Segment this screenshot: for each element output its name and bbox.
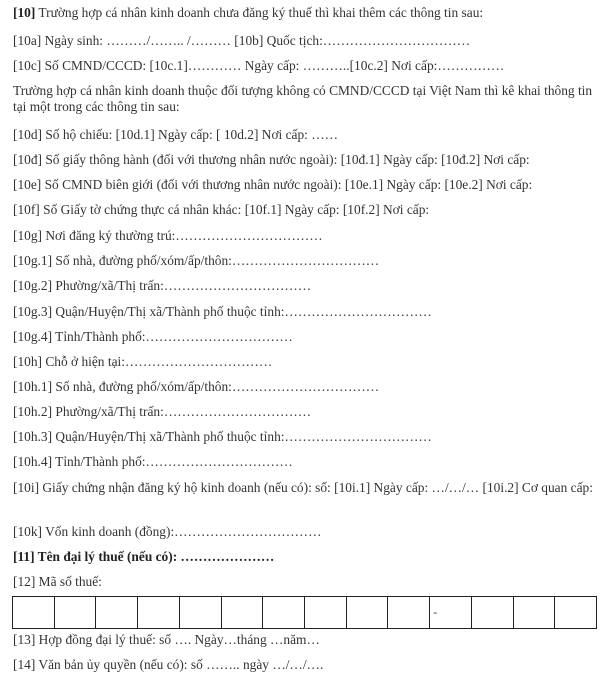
tax-code-boxes: [12, 596, 597, 629]
line-10h1: [10h.1] Số nhà, đường phố/xóm/ấp/thôn:……………………………: [13, 379, 380, 394]
tax-code-cell[interactable]: [222, 597, 264, 628]
line-10g1: [10g.1] Số nhà, đường phố/xóm/ấp/thôn:……………………………: [13, 253, 380, 268]
tax-code-cell[interactable]: [472, 597, 514, 628]
line-10i: [10i] Giấy chứng nhận đăng ký hộ kinh doanh (nếu có): số: [10i.1] Ngày cấp: …/…/… [10i.2] Cơ quan cấp:: [13, 480, 593, 495]
line-13-agent-contract: [13] Hợp đồng đại lý thuế: số …. Ngày…tháng …năm…: [13, 632, 320, 647]
line-10: [10] Trường hợp cá nhân kinh doanh chưa đăng ký thuế thì khai thêm các thông tin sau:: [13, 5, 484, 20]
line-10e: [10e] Số CMND biên giới (đối với thương nhân nước ngoài): [10e.1] Ngày cấp: [10e.2] Nơi cấp:: [13, 177, 533, 192]
line-10a: [10a] Ngày sinh: ………/…….. /……… [10b] Quốc tịch:……………………………: [13, 33, 471, 48]
line-10f: [10f] Số Giấy tờ chứng thực cá nhân khác: [10f.1] Ngày cấp: [10f.2] Nơi cấp:: [13, 202, 430, 217]
line-10h4: [10h.4] Tỉnh/Thành phố:……………………………: [13, 454, 293, 469]
tax-code-cell[interactable]: [96, 597, 138, 628]
tax-code-cell[interactable]: [13, 597, 55, 628]
line-10c: [10c] Số CMND/CCCD: [10c.1]………… Ngày cấp: ………..[10c.2] Nơi cấp:……………: [13, 58, 505, 73]
line-10g3: [10g.3] Quận/Huyện/Thị xã/Thành phố thuộc tỉnh:……………………………: [13, 304, 432, 319]
tax-code-cell[interactable]: [138, 597, 180, 628]
tax-code-cell[interactable]: [514, 597, 556, 628]
tax-code-separator-cell: -: [430, 597, 472, 628]
tax-code-cell[interactable]: [263, 597, 305, 628]
line-10g: [10g] Nơi đăng ký thường trú:……………………………: [13, 228, 323, 243]
tax-code-cell[interactable]: [305, 597, 347, 628]
line-10h2: [10h.2] Phường/xã/Thị trấn:……………………………: [13, 404, 312, 419]
line-10k: [10k] Vốn kinh doanh (đồng):……………………………: [13, 524, 322, 539]
line-11-agent-name: [11] Tên đại lý thuế (nếu có): …………………: [13, 549, 275, 564]
line-10d: [10d] Số hộ chiếu: [10d.1] Ngày cấp: [ 10d.2] Nơi cấp: ……: [13, 127, 339, 142]
tax-code-cell[interactable]: [55, 597, 97, 628]
line-10g4: [10g.4] Tỉnh/Thành phố:……………………………: [13, 329, 293, 344]
line-12-tax-code: [12] Mã số thuế:: [13, 574, 102, 589]
line-foreigner-note: Trường hợp cá nhân kinh doanh thuộc đối tượng không có CMND/CCCD tại Việt Nam thì kê khai thông tin tại một trong các thông tin sau:: [13, 83, 593, 114]
tax-code-cell[interactable]: [347, 597, 389, 628]
line-10g2: [10g.2] Phường/xã/Thị trấn:……………………………: [13, 278, 312, 293]
line-10dd: [10đ] Số giấy thông hành (đối với thương nhân nước ngoài): [10đ.1] Ngày cấp: [10đ.2] Nơi cấp:: [13, 152, 530, 167]
line-14-authorization: [14] Văn bản ủy quyền (nếu có): số …….. ngày …/…/….: [13, 657, 324, 672]
tax-code-cell[interactable]: [555, 597, 596, 628]
tax-code-cell[interactable]: [180, 597, 222, 628]
line-10h3: [10h.3] Quận/Huyện/Thị xã/Thành phố thuộc tỉnh:……………………………: [13, 429, 432, 444]
line-10h: [10h] Chỗ ở hiện tại:……………………………: [13, 354, 273, 369]
tax-code-cell[interactable]: [388, 597, 430, 628]
